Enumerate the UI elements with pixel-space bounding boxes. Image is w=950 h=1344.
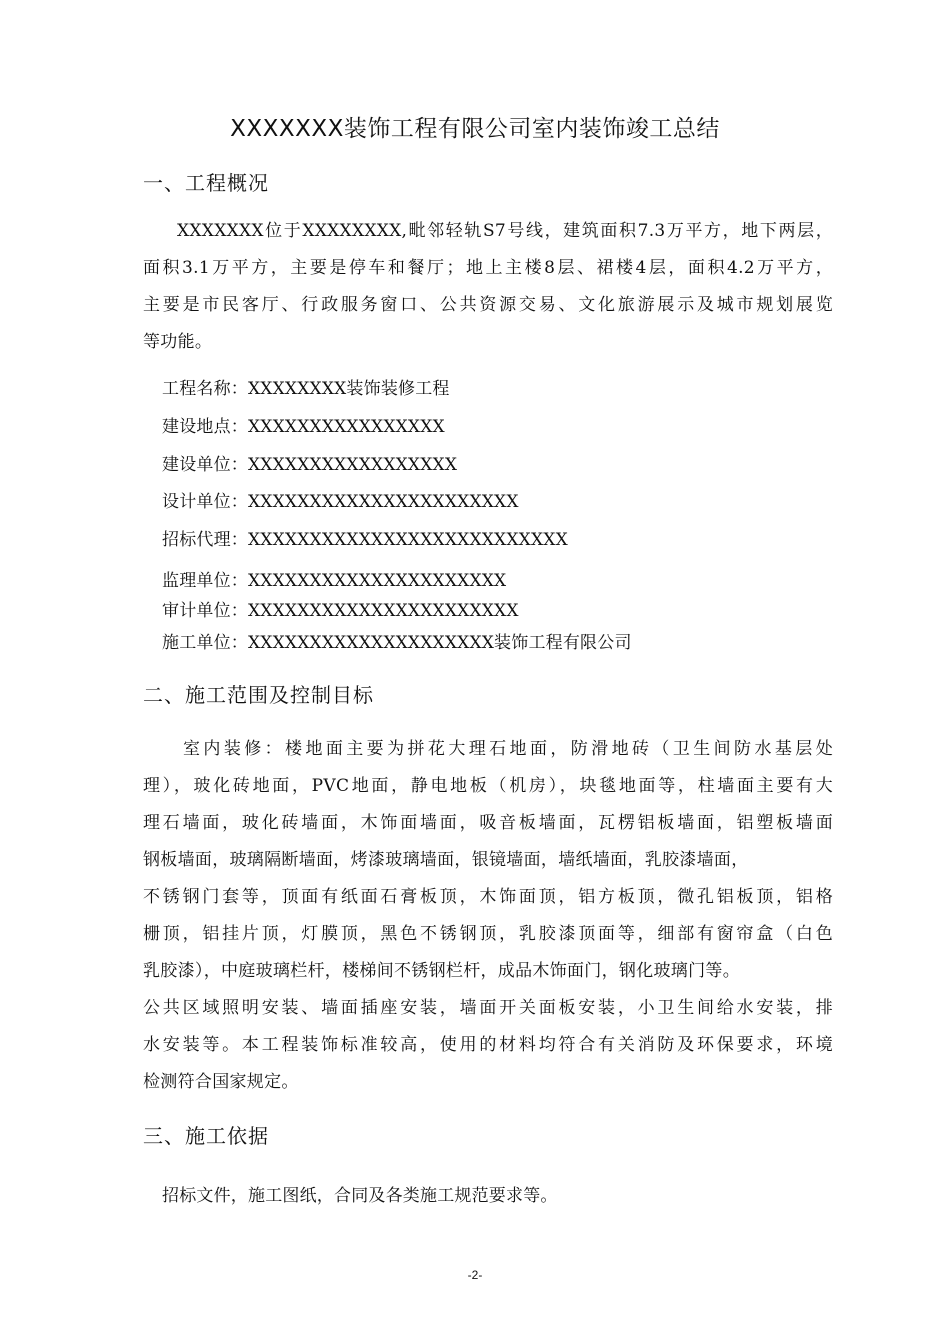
info-row-auditor [162, 596, 519, 621]
paragraph-line: 理），玻化砖地面，PVC地面，静电地板（机房），块毯地面等，柱墙面主要有大 [143, 776, 833, 796]
paragraph-line: 公共区域照明安装、墙面插座安装，墙面开关面板安装，小卫生间给水安装，排 [143, 998, 833, 1018]
section-1-heading: 一、工程概况 [143, 171, 269, 195]
info-label: 设计单位： [162, 492, 248, 512]
page-number: -2- [467, 1268, 483, 1282]
info-value: XXXXXXXXXXXXXXXXXXXXXX [248, 601, 519, 621]
paragraph-line: 不锈钢门套等，顶面有纸面石膏板顶，木饰面顶，铝方板顶，微孔铝板顶，铝格 [143, 887, 833, 907]
info-value: XXXXXXXXXXXXXXXXX [248, 455, 458, 475]
info-row-location [162, 412, 445, 437]
info-value: XXXXXXXXXXXXXXXXXXXXX [248, 571, 507, 591]
paragraph-line: XXXXXXX位于XXXXXXXX,毗邻轻轨S7号线，建筑面积7.3万平方，地下两层， [177, 221, 833, 241]
section-1-paragraph [143, 213, 833, 361]
paragraph-line: 室内装修：楼地面主要为拼花大理石地面，防滑地砖（卫生间防水基层处 [183, 739, 833, 759]
section-3-heading: 三、施工依据 [143, 1124, 269, 1148]
document-title: XXXXXXX装饰工程有限公司室内装饰竣工总结 [230, 116, 720, 142]
info-value: XXXXXXXXXXXXXXXXXXXX装饰工程有限公司 [248, 633, 632, 653]
info-label: 建设单位： [162, 455, 248, 475]
info-row-contractor [162, 628, 632, 653]
paragraph-line: 主要是市民客厅、行政服务窗口、公共资源交易、文化旅游展示及城市规划展览 [143, 295, 833, 315]
info-value: XXXXXXXXXXXXXXXXXXXXXX [248, 492, 519, 512]
info-row-tender-agent [162, 525, 568, 550]
paragraph-line: 等功能。 [143, 332, 213, 352]
info-value: XXXXXXXXXXXXXXXXXXXXXXXXXX [248, 530, 568, 550]
info-label: 监理单位： [162, 571, 248, 591]
paragraph-line: 水安装等。本工程装饰标准较高，使用的材料均符合有关消防及环保要求，环境 [143, 1035, 833, 1055]
section-2-heading: 二、施工范围及控制目标 [143, 683, 374, 707]
info-row-owner [162, 450, 457, 475]
paragraph-line: 检测符合国家规定。 [143, 1072, 299, 1092]
info-row-project-name [162, 374, 450, 399]
section-2-paragraph [143, 731, 833, 1101]
info-label: 工程名称： [162, 379, 248, 399]
info-label: 建设地点： [162, 417, 248, 437]
info-label: 招标代理： [162, 530, 248, 550]
paragraph-line: 乳胶漆），中庭玻璃栏杆，楼梯间不锈钢栏杆，成品木饰面门，钢化玻璃门等。 [143, 961, 740, 981]
info-value: XXXXXXXXXXXXXXXX [248, 417, 445, 437]
info-label: 审计单位： [162, 601, 248, 621]
info-label: 施工单位： [162, 633, 248, 653]
paragraph-line: 钢板墙面，玻璃隔断墙面，烤漆玻璃墙面，银镜墙面，墙纸墙面，乳胶漆墙面， [143, 850, 749, 870]
paragraph-line: 栅顶，铝挂片顶，灯膜顶，黑色不锈钢顶，乳胶漆顶面等，细部有窗帘盒（白色 [143, 924, 833, 944]
info-row-designer [162, 487, 519, 512]
section-3-text: 招标文件，施工图纸，合同及各类施工规范要求等。 [162, 1186, 558, 1206]
info-row-supervisor [162, 566, 506, 591]
paragraph-line: 面积3.1万平方，主要是停车和餐厅；地上主楼8层、裙楼4层，面积4.2万平方， [143, 258, 833, 278]
paragraph-line: 理石墙面，玻化砖墙面，木饰面墙面，吸音板墙面，瓦楞铝板墙面，铝塑板墙面 [143, 813, 833, 833]
info-value: XXXXXXXX装饰装修工程 [248, 379, 450, 399]
